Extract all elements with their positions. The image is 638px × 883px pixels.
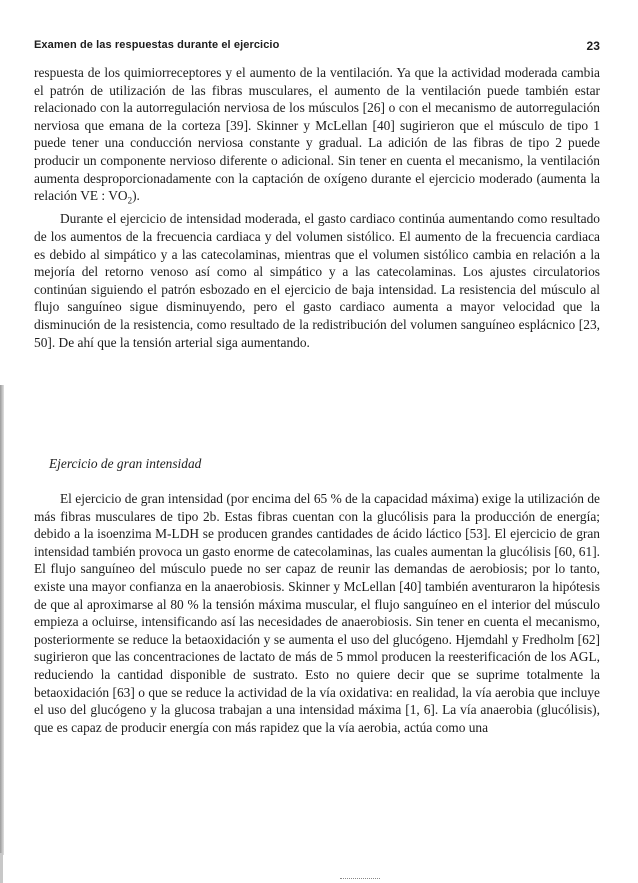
- paragraph-2: Durante el ejercicio de intensidad moderada, el gasto cardiaco continúa aumentando como resultado de los aumentos de la frecuencia cardiaca y del volumen sistólico. El aumento de la frecuencia cardiaca es debido al simpático y a las catecolaminas, mientras que el volumen sistólico cambia en relación a la mejoría del retorno venoso así como al simpático y a las catecolaminas. Los ajustes circulatorios continúan siguiendo el patrón esbozado en el ejercicio de baja intensidad. La resistencia del músculo al flujo sanguíneo sigue disminuyendo, pero el gasto cardiaco aumenta a mayor velocidad que la disminución de la resistencia, como resultado de la redistribución del volumen sanguíneo esplácnico [23, 50]. De ahí que la tensión arterial siga aumentando.: [34, 211, 600, 350]
- scan-edge-shadow-lower: [0, 853, 3, 883]
- text-block-top: [34, 64, 600, 351]
- text-block-bottom: [34, 490, 600, 736]
- paragraph-3: El ejercicio de gran intensidad (por encima del 65 % de la capacidad máxima) exige la utilización de más fibras musculares de tipo 2b. Estas fibras cuentan con la glucólisis para la producción de energía; debido a la isoenzima M-LDH se producen grandes cantidades de ácido láctico [53]. El ejercicio de gran intensidad también provoca un gasto enorme de catecolaminas, las cuales aumentan la glucólisis [60, 61]. El flujo sanguíneo del músculo puede no ser capaz de reunir las demandas de aerobiosis; por lo tanto, existe una mayor confianza en la anaerobiosis. Skinner y McLellan [40] también aventuraron la hipótesis de que al aproximarse al 80 % la tensión máxima muscular, el flujo sanguíneo en el interior del músculo empieza a ocluirse, intensificando así las necesidades de anaerobiosis. Sin tener en cuenta el mecanismo, posteriormente se reduce la betaoxidación y se aumenta el uso del glucógeno. Hjemdahl y Fredholm [62] sugirieron que las concentraciones de lactato de más de 5 mmol producen la reesterificación de los AGL, reduciendo la cantidad disponible de sustrato. Esto no quiere decir que se suprime totalmente la betaoxidación [63] o que se reduce la actividad de la vía oxidativa: en realidad, la vía aerobia que incluye el uso del glucógeno y la glucosa trabajan a una intensidad máxima [1, 6]. La vía anaerobia (glucólisis), que es capaz de producir energía con más rapidez que la vía aerobia, actúa como una: [34, 491, 600, 735]
- paragraph-1: respuesta de los quimiorreceptores y el aumento de la ventilación. Ya que la actividad moderada cambia el patrón de utilización de las fibras musculares, el aumento de la ventilación puede también estar relacionado con la autorregulación nerviosa de los músculos [26] o con el mecanismo de autorregulación nerviosa que emana de la corteza [39]. Skinner y McLellan [40] sugirieron que el músculo de tipo 1 puede tener una conducción nerviosa constante y gradual. La adición de las fibras de tipo 2 puede producir un componente nervioso diferente o adicional. Sin tener en cuenta el mecanismo, la ventilación aumenta desproporcionadamente con la captación de oxígeno durante el ejercicio moderado (aumenta la relación VE : $VO_2$).: [34, 65, 600, 206]
- scan-edge-shadow: [0, 385, 4, 855]
- section-heading: Ejercicio de gran intensidad: [49, 456, 202, 471]
- page-number: 23: [586, 39, 600, 53]
- running-title: Examen de las respuestas durante el ejercicio: [34, 39, 280, 51]
- scan-artifact-line: [340, 878, 380, 880]
- subscript-2: 2: [127, 195, 133, 206]
